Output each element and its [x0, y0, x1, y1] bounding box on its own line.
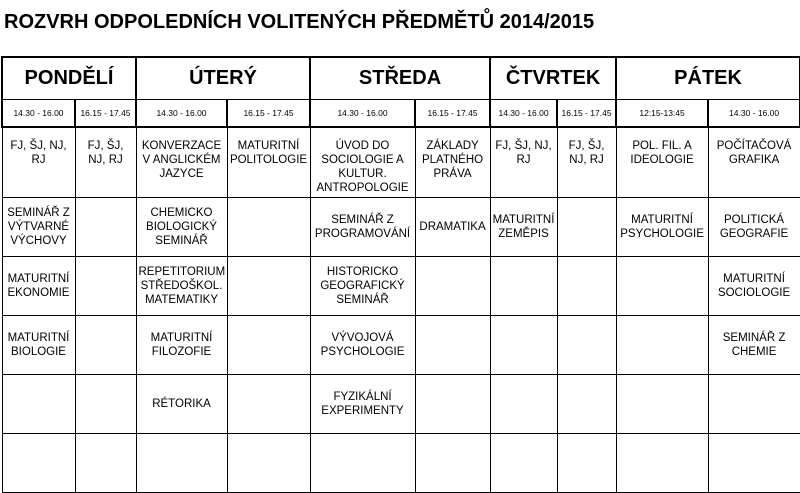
subject-cell — [75, 257, 136, 316]
subject-cell: POLITICKÁ GEOGRAFIE — [708, 198, 800, 257]
subject-cell — [75, 198, 136, 257]
subject-cell — [490, 257, 557, 316]
subject-cell: SEMINÁŘ Z VÝTVARNÉ VÝCHOVY — [2, 198, 75, 257]
subject-cell — [616, 316, 708, 375]
subject-cell: KONVERZACE V ANGLICKÉM JAZYCE — [136, 127, 227, 198]
subject-cell: CHEMICKO BIOLOGICKÝ SEMINÁŘ — [136, 198, 227, 257]
subject-cell: MATURITNÍ PSYCHOLOGIE — [616, 198, 708, 257]
subject-cell — [557, 198, 616, 257]
subject-cell — [490, 316, 557, 375]
subject-cell: MATURITNÍ SOCIOLOGIE — [708, 257, 800, 316]
subject-cell — [227, 316, 310, 375]
subject-cell: ÚVOD DO SOCIOLOGIE A KULTUR. ANTROPOLOGIE — [310, 127, 415, 198]
time-slot: 16.15 - 17.45 — [415, 100, 490, 128]
schedule-row — [2, 127, 800, 198]
subject-cell — [415, 375, 490, 434]
day-header: ÚTERÝ — [136, 57, 310, 100]
schedule-row — [2, 316, 800, 375]
subject-cell — [227, 198, 310, 257]
subject-cell: HISTORICKO GEOGRAFICKÝ SEMINÁŘ — [310, 257, 415, 316]
subject-cell: SEMINÁŘ Z CHEMIE — [708, 316, 800, 375]
schedule-row — [2, 375, 800, 434]
time-slot: 12:15-13:45 — [616, 100, 708, 128]
day-header: PÁTEK — [616, 57, 800, 100]
subject-cell: POČÍTAČOVÁ GRAFIKA — [708, 127, 800, 198]
subject-cell: FJ, ŠJ, NJ, RJ — [557, 127, 616, 198]
subject-cell — [557, 316, 616, 375]
subject-cell — [2, 375, 75, 434]
subject-cell — [415, 316, 490, 375]
subject-cell — [227, 257, 310, 316]
subject-cell — [75, 316, 136, 375]
day-header-row — [2, 57, 800, 100]
schedule-row — [2, 198, 800, 257]
subject-cell: ZÁKLADY PLATNÉHO PRÁVA — [415, 127, 490, 198]
subject-cell: MATURITNÍ POLITOLOGIE — [227, 127, 310, 198]
subject-cell: POL. FIL. A IDEOLOGIE — [616, 127, 708, 198]
subject-cell — [415, 257, 490, 316]
time-slot: 14.30 - 16.00 — [490, 100, 557, 128]
page-title: ROZVRH ODPOLEDNÍCH VOLITENÝCH PŘEDMĚTŮ 2014/2015 — [4, 11, 595, 33]
subject-cell: SEMINÁŘ Z PROGRAMOVÁNÍ — [310, 198, 415, 257]
time-slot: 16.15 - 17.45 — [227, 100, 310, 128]
subject-cell — [490, 375, 557, 434]
time-slot: 14.30 - 16.00 — [310, 100, 415, 128]
subject-cell: MATURITNÍ EKONOMIE — [2, 257, 75, 316]
subject-cell — [557, 375, 616, 434]
subject-cell — [557, 257, 616, 316]
time-slot: 16.15 - 17.45 — [75, 100, 136, 128]
subject-cell — [616, 257, 708, 316]
subject-cell: RÉTORIKA — [136, 375, 227, 434]
time-slot: 14.30 - 16.00 — [136, 100, 227, 128]
subject-cell: FYZIKÁLNÍ EXPERIMENTY — [310, 375, 415, 434]
subject-cell: VÝVOJOVÁ PSYCHOLOGIE — [310, 316, 415, 375]
day-header: ČTVRTEK — [490, 57, 616, 100]
time-header-row — [2, 100, 800, 128]
subject-cell — [75, 375, 136, 434]
subject-cell: FJ, ŠJ, NJ, RJ — [75, 127, 136, 198]
schedule-row — [2, 257, 800, 316]
schedule-table — [1, 56, 800, 493]
time-slot: 14.30 - 16.00 — [708, 100, 800, 128]
time-slot: 16.15 - 17.45 — [557, 100, 616, 128]
subject-cell — [616, 375, 708, 434]
subject-cell: MATURITNÍ BIOLOGIE — [2, 316, 75, 375]
subject-cell: FJ, ŠJ, NJ, RJ — [2, 127, 75, 198]
day-header: PONDĚLÍ — [2, 57, 136, 100]
subject-cell: MATURITNÍ FILOZOFIE — [136, 316, 227, 375]
subject-cell: REPETITORIUM STŘEDOŠKOL. MATEMATIKY — [136, 257, 227, 316]
subject-cell: FJ, ŠJ, NJ, RJ — [490, 127, 557, 198]
subject-cell — [708, 375, 800, 434]
subject-cell: DRAMATIKA — [415, 198, 490, 257]
subject-cell: MATURITNÍ ZEMĚPIS — [490, 198, 557, 257]
day-header: STŘEDA — [310, 57, 490, 100]
time-slot: 14.30 - 16.00 — [2, 100, 75, 128]
subject-cell — [227, 375, 310, 434]
